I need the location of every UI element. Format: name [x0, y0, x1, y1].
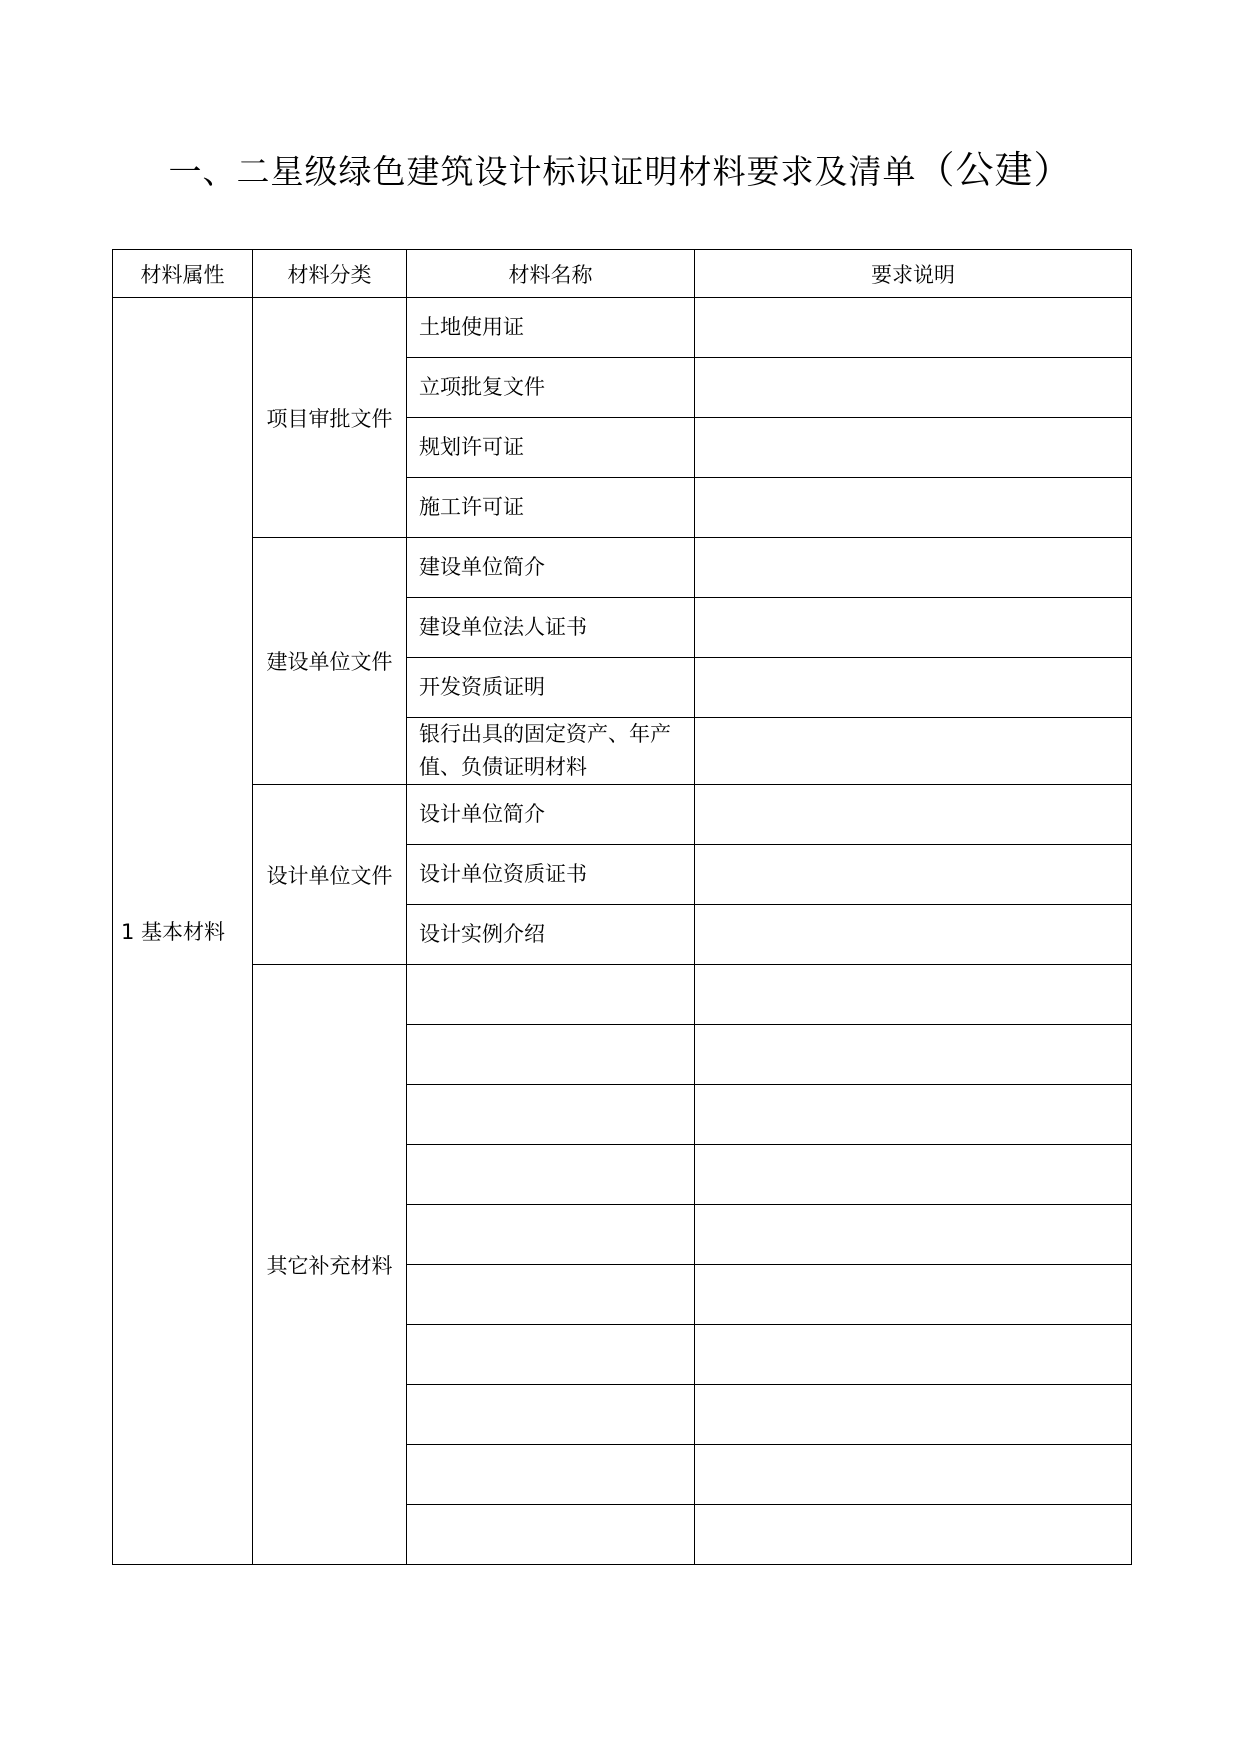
material-name-cell: 建设单位简介 [407, 538, 695, 598]
requirement-cell [695, 1325, 1132, 1385]
header-name: 材料名称 [407, 250, 695, 298]
material-name-cell [407, 1265, 695, 1325]
requirement-cell [695, 598, 1132, 658]
requirement-cell [695, 1445, 1132, 1505]
requirement-cell [695, 785, 1132, 845]
material-name-cell: 建设单位法人证书 [407, 598, 695, 658]
requirement-cell [695, 1265, 1132, 1325]
requirement-cell [695, 845, 1132, 905]
category-cell: 项目审批文件 [253, 298, 407, 538]
table-row [113, 965, 1132, 1025]
title-main: 一、二星级绿色建筑设计标识证明材料要求及清单 [168, 152, 917, 191]
material-name-cell: 设计单位资质证书 [407, 845, 695, 905]
material-name-cell [407, 1025, 695, 1085]
requirement-cell [695, 478, 1132, 538]
requirement-cell [695, 658, 1132, 718]
requirement-cell [695, 1205, 1132, 1265]
table-row [113, 298, 1132, 358]
requirement-cell [695, 1085, 1132, 1145]
header-requirement: 要求说明 [695, 250, 1132, 298]
requirement-cell [695, 1385, 1132, 1445]
table-row [113, 538, 1132, 598]
material-name-cell: 土地使用证 [407, 298, 695, 358]
category-cell: 建设单位文件 [253, 538, 407, 785]
material-name-cell [407, 1385, 695, 1445]
material-name-cell: 规划许可证 [407, 418, 695, 478]
material-name-cell [407, 965, 695, 1025]
material-name-cell [407, 1445, 695, 1505]
requirement-cell [695, 538, 1132, 598]
attribute-cell: 1 基本材料 [113, 298, 253, 1565]
material-name-cell: 银行出具的固定资产、年产值、负债证明材料 [407, 718, 695, 785]
table-header-row [113, 250, 1132, 298]
title-suffix: （公建） [916, 148, 1073, 192]
requirement-cell [695, 298, 1132, 358]
requirement-cell [695, 358, 1132, 418]
category-cell: 其它补充材料 [253, 965, 407, 1565]
material-name-cell [407, 1205, 695, 1265]
requirement-cell [695, 718, 1132, 785]
header-category: 材料分类 [253, 250, 407, 298]
requirement-cell [695, 905, 1132, 965]
materials-table [112, 249, 1132, 1565]
requirement-cell [695, 1145, 1132, 1205]
requirement-cell [695, 1505, 1132, 1565]
material-name-cell: 施工许可证 [407, 478, 695, 538]
material-name-cell: 设计单位简介 [407, 785, 695, 845]
header-attribute: 材料属性 [113, 250, 253, 298]
table-row [113, 785, 1132, 845]
material-name-cell: 立项批复文件 [407, 358, 695, 418]
material-name-cell: 设计实例介绍 [407, 905, 695, 965]
category-cell: 设计单位文件 [253, 785, 407, 965]
page-title [0, 150, 1241, 192]
requirement-cell [695, 418, 1132, 478]
material-name-cell [407, 1505, 695, 1565]
requirement-cell [695, 965, 1132, 1025]
requirement-cell [695, 1025, 1132, 1085]
material-name-cell [407, 1085, 695, 1145]
material-name-cell [407, 1325, 695, 1385]
material-name-cell [407, 1145, 695, 1205]
material-name-cell: 开发资质证明 [407, 658, 695, 718]
